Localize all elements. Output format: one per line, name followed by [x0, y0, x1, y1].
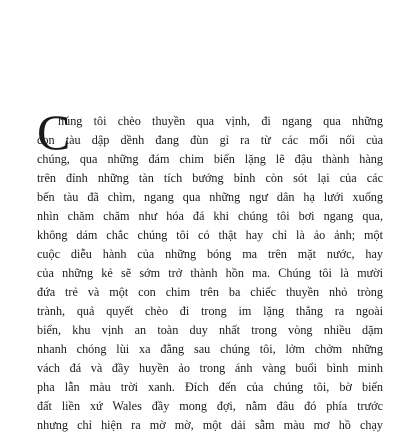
text-line: không dám chắc chúng tôi có thật hay chỉ là ảo ảnh; một: [37, 228, 383, 242]
text-line: húng tôi chèo thuyền qua vịnh, đi ngang qua những: [58, 114, 383, 128]
text-line: đất liền xứ Wales đầy mong đợi, nằm đâu đó phía trước: [37, 399, 383, 413]
text-line: chúng, qua những đám chim biển lặng lẽ đậu thành hàng: [37, 152, 383, 166]
drop-cap: C: [37, 104, 71, 160]
text-line: của những kẻ sẽ sớm trở thành hồn ma. Chúng tôi là mười: [37, 266, 383, 280]
text-line: con tàu dập dềnh đang đùn gỉ ra từ các mối nối của: [37, 133, 383, 147]
text-line: nhanh chóng lùi xa đằng sau chúng tôi, lởm chởm những: [37, 342, 383, 356]
text-line: đứa trẻ và một con chim trên ba chiếc thuyền nhỏ tròng: [37, 285, 383, 299]
text-line: bến tàu đã chìm, ngang qua những ngư dân hạ lưới xuống: [37, 190, 383, 204]
text-line: vách đá và đầy huyền ảo trong ánh vàng buổi bình minh: [37, 361, 383, 375]
text-line: pha lẫn màu trời xanh. Đích đến của chúng tôi, bờ biển: [37, 380, 383, 394]
text-line: trành, quả quyết chèo đi trong im lặng thẳng ra ngoài: [37, 304, 383, 318]
text-line: biển, khu vịnh an toàn duy nhất trong vòng nhiều dặm: [37, 323, 383, 337]
text-line: trên đỉnh những tàn tích bướng bỉnh còn sót lại của các: [37, 171, 383, 185]
text-line: cuộc diễu hành của những bóng ma trên mặt nước, hay: [37, 247, 383, 261]
text-line: nhưng chỉ hiện ra mờ mờ, một dải sẫm màu mơ hồ chạy: [37, 418, 383, 432]
text-line: nhìn chăm chăm như hóa đá khi chúng tôi bơi ngang qua,: [37, 209, 383, 223]
body-paragraph: [37, 104, 383, 435]
